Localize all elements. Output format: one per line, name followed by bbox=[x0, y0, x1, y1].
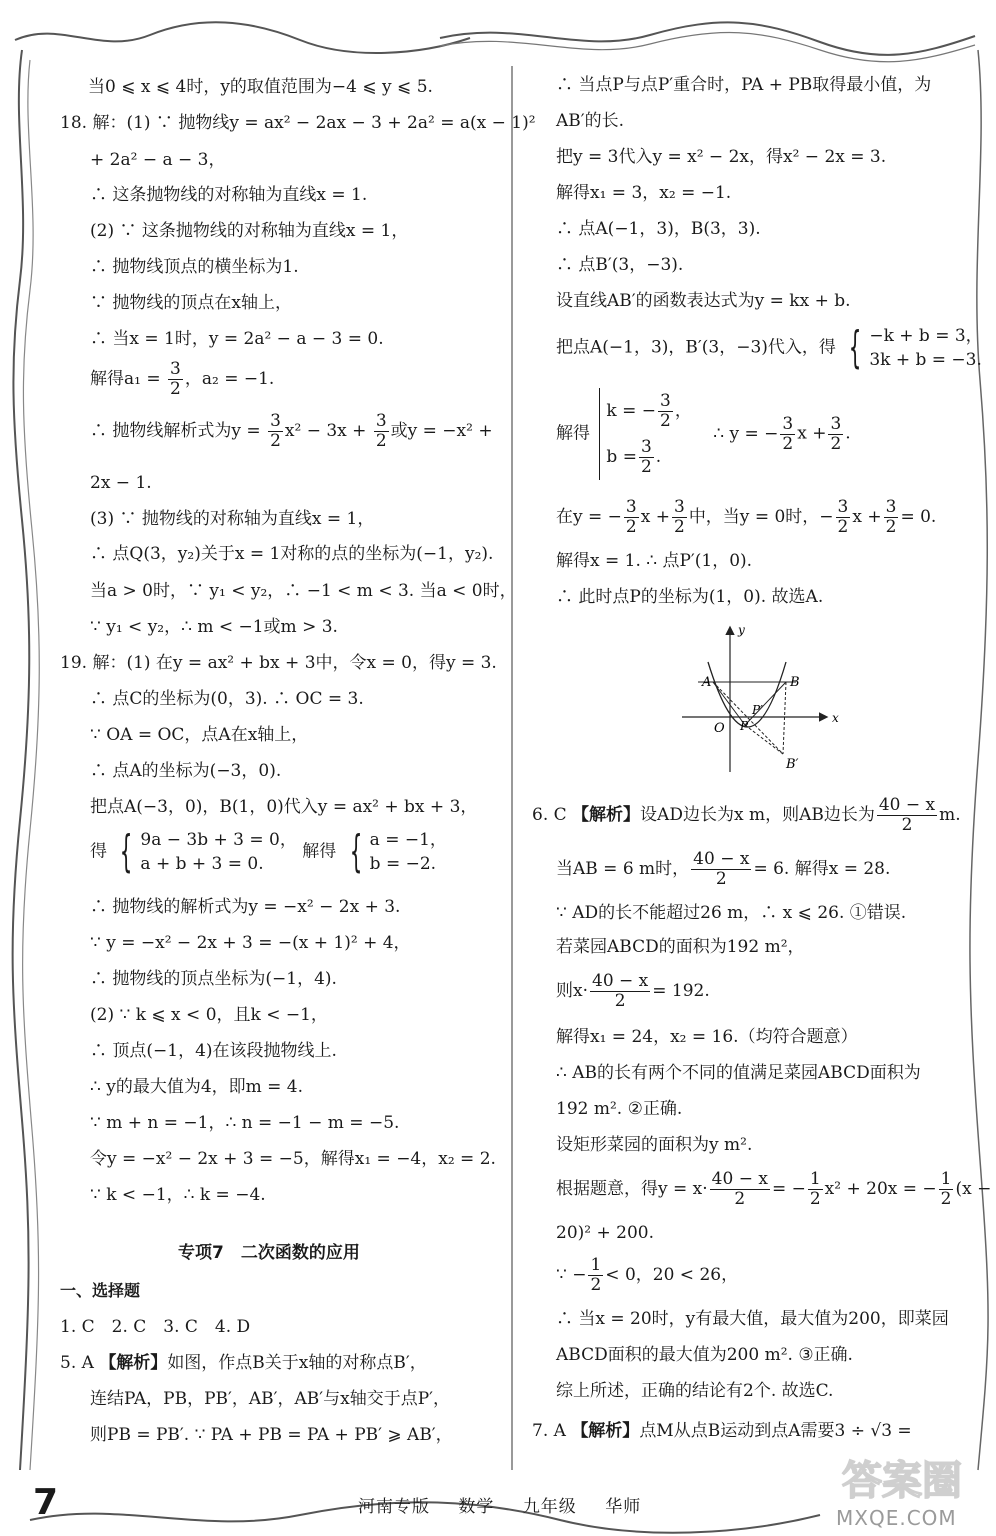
equation-system bbox=[342, 828, 447, 876]
footer-info bbox=[358, 1492, 663, 1517]
fraction-denominator: 2 bbox=[940, 1189, 952, 1209]
fraction-denominator: 2 bbox=[809, 1189, 821, 1209]
fraction-numerator: 3 bbox=[640, 436, 652, 457]
text-segment: 则x· bbox=[556, 981, 588, 1001]
fraction bbox=[877, 796, 937, 835]
text-line: 解得x₁ = 3，x₂ = −1. bbox=[556, 183, 732, 203]
page-number: 7 bbox=[33, 1482, 59, 1523]
text-segment: = 0. bbox=[900, 507, 937, 527]
fraction-denominator: 2 bbox=[660, 410, 671, 431]
text-segment: 点M从点B运动到点A需要3 ÷ √3 = bbox=[639, 1421, 912, 1441]
brace-symbol: { bbox=[349, 826, 362, 877]
brace-symbol: { bbox=[120, 826, 133, 877]
text-line: ∵ AD的长不能超过26 m，∴ x ⩽ 26. ①错误. bbox=[556, 903, 907, 923]
text-segment: 当AB = 6 m时， bbox=[556, 859, 690, 879]
text-line: ∵ y = −x² − 2x + 3 = −(x + 1)² + 4， bbox=[90, 933, 411, 953]
label-y-axis: y bbox=[738, 623, 745, 637]
fraction-numerator: 1 bbox=[940, 1169, 952, 1189]
problem-7-line-1 bbox=[532, 1420, 912, 1442]
label-x-axis: x bbox=[832, 711, 839, 725]
equation-system bbox=[112, 828, 296, 876]
fraction-numerator: 40 − x bbox=[693, 849, 750, 869]
equation-row: b = −2. bbox=[369, 854, 437, 874]
text-segment: x + bbox=[640, 507, 670, 527]
text-line: ∴ 点B′(3，−3). bbox=[556, 255, 684, 275]
frame-right-border bbox=[970, 50, 988, 1470]
section-title: 专项7 二次函数的应用 bbox=[178, 1243, 360, 1263]
text-line bbox=[90, 360, 274, 399]
text-segment: < 0，20 < 26， bbox=[605, 1265, 739, 1285]
label-B: B bbox=[790, 675, 800, 690]
text-segment: 或y = −x² + bbox=[390, 421, 493, 441]
fraction-numerator: 3 bbox=[782, 413, 794, 434]
answer-choice: 5. A bbox=[60, 1353, 94, 1373]
analysis-tag: 【解析】 bbox=[571, 1421, 640, 1441]
text-line: 设直线AB′的函数表达式为y = kx + b. bbox=[556, 291, 851, 311]
fraction-denominator: 2 bbox=[837, 517, 849, 537]
fraction-numerator: 3 bbox=[170, 359, 181, 379]
text-segment: 如图，作点B关于x轴的对称点B′， bbox=[167, 1353, 427, 1373]
text-segment: 设AD边长为x m，则AB边长为 bbox=[640, 805, 875, 825]
equation-row: 9a − 3b + 3 = 0， bbox=[140, 830, 297, 850]
text-line bbox=[556, 1256, 738, 1295]
text-line: ∴ 点A的坐标为(−3，0). bbox=[90, 761, 282, 781]
watermark-title: 答案圈 bbox=[842, 1458, 962, 1504]
problem-5-line-1 bbox=[60, 1352, 427, 1374]
text-segment: ∵ − bbox=[556, 1265, 587, 1285]
text-line: ∴ 此时点P的坐标为(1，0). 故选A. bbox=[556, 587, 824, 607]
equation-row: 3k + b = −3. bbox=[869, 350, 982, 370]
text-line: ∴ 这条抛物线的对称轴为直线x = 1. bbox=[90, 185, 368, 205]
text-segment: 在y = − bbox=[556, 507, 622, 527]
fraction bbox=[780, 415, 795, 454]
fraction bbox=[939, 1170, 954, 1209]
analysis-tag: 【解析】 bbox=[99, 1353, 168, 1373]
text-line: ∴ 抛物线的解析式为y = −x² − 2x + 3. bbox=[90, 897, 401, 917]
text-segment: = 192. bbox=[652, 981, 710, 1001]
fraction bbox=[884, 498, 899, 537]
text-line: ∴ 点A(−1，3)，B(3，3). bbox=[556, 219, 761, 239]
text-segment: 中，当y = 0时，− bbox=[688, 507, 834, 527]
watermark-url: MXQE.COM bbox=[836, 1506, 957, 1530]
text-segment: m. bbox=[939, 805, 961, 825]
fraction-numerator: 3 bbox=[375, 411, 387, 431]
text-line: 解得x = 1. ∴ 点P′(1，0). bbox=[556, 551, 753, 571]
fraction-denominator: 2 bbox=[640, 456, 652, 477]
fraction-numerator: 40 − x bbox=[878, 795, 936, 815]
fraction bbox=[624, 498, 639, 537]
text-line: ∴ 当点P与点P′重合时，PA + PB取得最小值，为 bbox=[556, 75, 932, 95]
text-segment: 把点A(−1，3)，B′(3，−3)代入，得 bbox=[556, 337, 836, 358]
fraction-numerator: 1 bbox=[809, 1169, 821, 1189]
fraction-denominator: 2 bbox=[673, 517, 685, 537]
text-line: ∴ 当x = 1时，y = 2a² − a − 3 = 0. bbox=[90, 329, 384, 349]
text-line: AB′的长. bbox=[556, 111, 625, 131]
text-segment: 根据题意，得y = x· bbox=[556, 1179, 708, 1199]
text-line: ∴ 点C的坐标为(0，3). ∴ OC = 3. bbox=[90, 689, 364, 709]
frame-top-border-right bbox=[440, 22, 975, 54]
label-O: O bbox=[714, 721, 725, 736]
fraction-denominator: 2 bbox=[734, 1189, 746, 1209]
text-segment: x² − 3x + bbox=[284, 421, 367, 441]
text-segment: ， bbox=[674, 401, 692, 421]
equation-row: −k + b = 3， bbox=[869, 326, 983, 346]
text-line: 当a > 0时，∵ y₁ < y₂，∴ −1 < m < 3. 当a < 0时， bbox=[90, 581, 517, 601]
fraction-denominator: 2 bbox=[270, 431, 281, 451]
text-line: 综上所述，正确的结论有2个. 故选C. bbox=[556, 1381, 834, 1401]
solution-system bbox=[599, 388, 691, 480]
equation-system-line bbox=[556, 324, 983, 372]
problem-19-line-1: 19. 解：(1) 在y = ax² + bx + 3中，令x = 0，得y = 3. bbox=[60, 653, 497, 673]
text-line: ABCD面积的最大值为200 m². ③正确. bbox=[556, 1345, 853, 1365]
text-line: 设矩形菜园的面积为y m². bbox=[556, 1135, 753, 1155]
equation-row: a = −1， bbox=[369, 830, 447, 850]
text-line: ∵ y₁ < y₂，∴ m < −1或m > 3. bbox=[90, 617, 338, 637]
text-line bbox=[90, 412, 493, 451]
fraction-numerator: 3 bbox=[270, 411, 281, 431]
text-segment: b = bbox=[606, 447, 637, 467]
solution-line bbox=[556, 388, 851, 480]
fraction-denominator: 2 bbox=[614, 991, 626, 1011]
text-segment: 得 bbox=[90, 841, 107, 862]
text-line: 解得x₁ = 24，x₂ = 16.（均符合题意） bbox=[556, 1027, 858, 1047]
text-segment: . bbox=[845, 423, 851, 444]
problem-18-line-1: 18. 解：(1) ∵ 抛物线y = ax² − 2ax − 3 + 2a² = a(x − 1)² bbox=[60, 113, 536, 133]
equation-system-line bbox=[90, 828, 447, 876]
text-line: 则PB = PB′. ∵ PA + PB = PA + PB′ ⩾ AB′， bbox=[90, 1425, 453, 1445]
text-line: + 2a² − a − 3， bbox=[90, 150, 226, 170]
segment-AB-prime bbox=[713, 682, 783, 754]
text-segment: x² + 20x = − bbox=[824, 1179, 937, 1199]
text-segment: 解得a₁ = bbox=[90, 369, 161, 389]
text-line: (3) ∵ 抛物线的对称轴为直线x = 1， bbox=[90, 509, 375, 529]
fraction bbox=[808, 1170, 823, 1209]
answer-list: 1. C 2. C 3. C 4. D bbox=[60, 1317, 251, 1337]
text-line: ∴ 抛物线顶点的横坐标为1. bbox=[90, 257, 299, 277]
fraction-denominator: 2 bbox=[901, 815, 913, 835]
fraction-numerator: 3 bbox=[885, 497, 897, 517]
solution-row bbox=[606, 434, 691, 480]
segment-PB-prime bbox=[745, 725, 783, 754]
text-line: ∵ k < −1，∴ k = −4. bbox=[90, 1185, 266, 1205]
subsection-title: 一、选择题 bbox=[60, 1281, 141, 1300]
equation-row: a + b + 3 = 0. bbox=[140, 854, 264, 874]
fraction-denominator: 2 bbox=[590, 1275, 602, 1295]
fraction-denominator: 2 bbox=[782, 433, 794, 454]
text-segment: 解得 bbox=[556, 423, 590, 444]
footer-grade: 九年级 bbox=[522, 1497, 577, 1517]
fraction-numerator: 40 − x bbox=[592, 971, 649, 991]
fraction bbox=[691, 850, 751, 889]
text-line: 20)² + 200. bbox=[556, 1223, 654, 1243]
text-segment: = 6. 解得x = 28. bbox=[753, 859, 891, 879]
text-segment: ∴ 抛物线解析式为y = bbox=[90, 421, 261, 441]
problem-5-figure bbox=[678, 622, 848, 780]
text-line: 192 m². ②正确. bbox=[556, 1099, 683, 1119]
segment-B-B-prime bbox=[783, 682, 786, 754]
answer-choice: 7. A bbox=[532, 1421, 566, 1441]
text-line: ∵ m + n = −1，∴ n = −1 − m = −5. bbox=[90, 1113, 400, 1133]
text-line bbox=[556, 850, 890, 889]
text-line: ∴ 点Q(3，y₂)关于x = 1对称的点的坐标为(−1，y₂). bbox=[90, 544, 494, 564]
fraction bbox=[168, 360, 183, 399]
fraction-numerator: 3 bbox=[673, 497, 685, 517]
fraction-numerator: 3 bbox=[837, 497, 849, 517]
text-line bbox=[556, 498, 936, 537]
text-line bbox=[556, 972, 710, 1011]
fraction-numerator: 40 − x bbox=[711, 1169, 768, 1189]
fraction-denominator: 2 bbox=[715, 869, 727, 889]
answer-choice: 6. C bbox=[532, 805, 567, 825]
frame-top-border-inner bbox=[440, 33, 975, 62]
footer-edition: 河南专版 bbox=[358, 1497, 430, 1517]
fraction-denominator: 2 bbox=[170, 379, 181, 399]
label-A: A bbox=[702, 675, 712, 690]
text-segment: = − bbox=[771, 1179, 806, 1199]
text-line: 若菜园ABCD的面积为192 m²， bbox=[556, 937, 805, 957]
text-line: 连结PA，PB，PB′，AB′，AB′与x轴交于点P′， bbox=[90, 1389, 451, 1409]
fraction bbox=[590, 972, 650, 1011]
text-line: ∴ y的最大值为4，即m = 4. bbox=[90, 1077, 304, 1097]
fraction bbox=[672, 498, 687, 537]
fraction-denominator: 2 bbox=[625, 517, 637, 537]
fraction bbox=[828, 415, 843, 454]
fraction bbox=[374, 412, 389, 451]
fraction bbox=[710, 1170, 770, 1209]
text-segment: (x − bbox=[955, 1179, 992, 1199]
fraction-numerator: 3 bbox=[625, 497, 637, 517]
fraction bbox=[836, 498, 851, 537]
equation-system bbox=[841, 324, 982, 372]
text-segment: . bbox=[655, 447, 662, 467]
text-line: 令y = −x² − 2x + 3 = −5，解得x₁ = −4，x₂ = 2. bbox=[90, 1149, 496, 1169]
text-line: ∴ AB的长有两个不同的值满足菜园ABCD面积为 bbox=[556, 1063, 921, 1083]
fraction bbox=[658, 392, 673, 431]
text-segment: 解得 bbox=[302, 841, 337, 862]
footer-publisher: 华师 bbox=[605, 1497, 642, 1517]
text-segment: x + bbox=[852, 507, 882, 527]
fraction-denominator: 2 bbox=[885, 517, 897, 537]
analysis-tag: 【解析】 bbox=[572, 805, 641, 825]
footer-subject: 数学 bbox=[458, 1497, 495, 1517]
text-line: ∵ OA = OC，点A在x轴上， bbox=[90, 725, 309, 745]
text-segment: x + bbox=[797, 423, 827, 444]
text-segment: ，a₂ = −1. bbox=[184, 369, 275, 389]
text-line: 2x − 1. bbox=[90, 473, 152, 493]
fraction-numerator: 3 bbox=[660, 390, 671, 411]
frame-top-border bbox=[15, 22, 470, 53]
text-line: ∴ 当x = 20时，y有最大值，最大值为200，即菜园 bbox=[556, 1309, 949, 1329]
text-line: (2) ∵ k ⩽ x < 0，且k < −1， bbox=[90, 1005, 328, 1025]
frame-left-border bbox=[13, 50, 30, 1470]
brace-symbol: { bbox=[849, 322, 862, 373]
fraction-denominator: 2 bbox=[375, 431, 387, 451]
label-B-prime: B′ bbox=[786, 757, 799, 772]
fraction bbox=[268, 412, 283, 451]
text-line: ∵ 抛物线的顶点在x轴上， bbox=[90, 293, 292, 313]
text-line: 当0 ⩽ x ⩽ 4时，y的取值范围为−4 ⩽ y ⩽ 5. bbox=[88, 77, 433, 97]
fraction bbox=[639, 438, 654, 477]
solution-row bbox=[606, 388, 691, 434]
text-line: (2) ∵ 这条抛物线的对称轴为直线x = 1， bbox=[90, 221, 409, 241]
fraction-numerator: 1 bbox=[590, 1255, 602, 1275]
text-line bbox=[556, 1170, 991, 1209]
fraction-denominator: 2 bbox=[830, 433, 842, 454]
label-P: P bbox=[740, 719, 749, 733]
text-line: ∴ 抛物线的顶点坐标为(−1，4). bbox=[90, 969, 337, 989]
text-line: 把点A(−3，0)，B(1，0)代入y = ax² + bx + 3， bbox=[90, 797, 478, 817]
label-P-prime: P′ bbox=[752, 703, 763, 717]
problem-6-line-1 bbox=[532, 796, 961, 835]
text-segment: ∴ y = − bbox=[713, 423, 779, 444]
text-segment: k = − bbox=[606, 401, 657, 421]
text-line: 把y = 3代入y = x² − 2x，得x² − 2x = 3. bbox=[556, 147, 887, 167]
fraction bbox=[588, 1256, 603, 1295]
fraction-numerator: 3 bbox=[830, 413, 842, 434]
text-line: ∴ 顶点(−1，4)在该段抛物线上. bbox=[90, 1041, 337, 1061]
